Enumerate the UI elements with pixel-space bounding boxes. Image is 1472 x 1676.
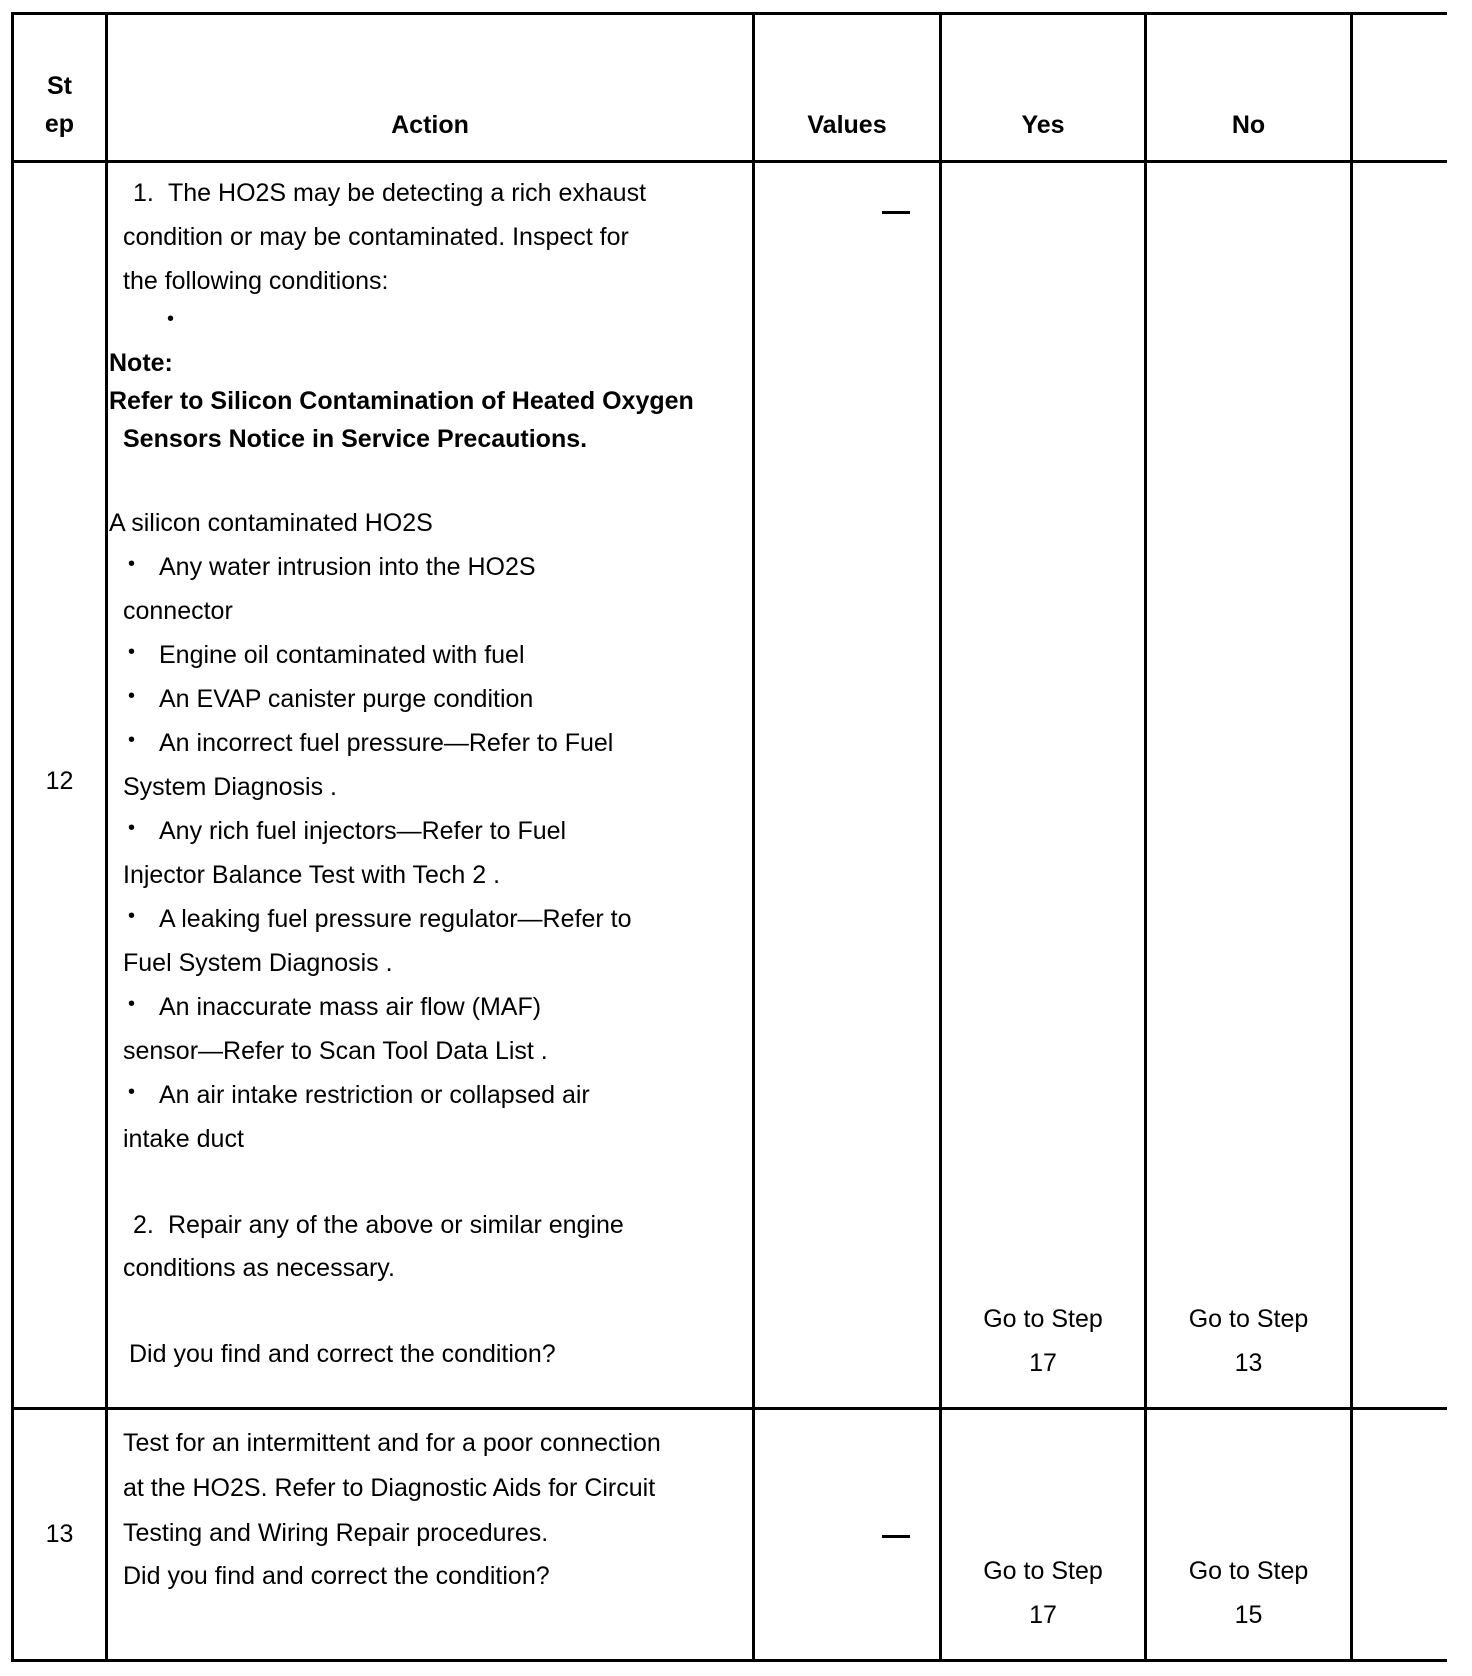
no-link[interactable]: Go to Step 13 <box>1188 1305 1309 1377</box>
col-divider-step <box>105 12 108 1662</box>
bullet: • <box>128 641 136 663</box>
question: Did you find and correct the condition? <box>129 1340 556 1368</box>
col-divider-yes <box>1144 12 1147 1662</box>
note-label: Note: <box>109 349 173 377</box>
note-text: Refer to Silicon Contamination of Heated Oxygen <box>109 387 694 415</box>
bullet: • <box>128 993 136 1015</box>
header-no: No <box>1231 111 1266 139</box>
col-divider-values <box>939 12 942 1662</box>
header-action: Action <box>391 111 469 139</box>
table-border-top <box>11 12 1447 15</box>
bullet: • <box>128 553 136 575</box>
yes-link[interactable]: Go to Step 17 <box>983 1557 1103 1629</box>
no-link[interactable]: Go to Step 15 <box>1188 1557 1309 1629</box>
table-border-left <box>11 12 14 1662</box>
col-divider-action <box>752 12 755 1662</box>
bullet: • <box>167 308 175 330</box>
bullet: • <box>128 729 136 751</box>
bullet: • <box>128 685 136 707</box>
bullet: • <box>128 905 136 927</box>
header-yes: Yes <box>1021 111 1065 139</box>
diagnostic-table: St ep Action Values Yes No 12 1. The HO2S may be detecting a rich exhaust condition or may be contaminated. Inspect for the following conditions: • Note: Refer to Silicon Contamination of Heated Oxygen Sensors Notice in Service Precautions. A silicon contaminated HO2S • Any water intrusion into the HO2S connector • Engine oil contaminated with fuel • An EVAP canister purge condition • An incorrect fuel pressure—Refer to Fuel System Diagnosis . • Any rich fuel injectors—Refer to Fuel Injector Balance Test with Tech 2 . • A leaking fuel pressure regulator—Refer to Fuel System Diagnosis . • An inaccurate mass air flow (MAF) sensor—Refer to Scan Tool Data List . • An air intake restriction or collapsed air intake duct 2. Repair any of the above or similar engine conditions as necessary. Did you find and correct the condition? Go to Step 17 Go to Step 13 13 Test for an intermittent and for a poor connection at the HO2S. Refer to Diagnostic Aids for Circuit Testing and Wiring Repair procedures. Did you find and correct the condition? Go to Step 17 Go to Step 15 <box>11 12 1447 1662</box>
header-divider <box>11 160 1447 163</box>
bullet: • <box>128 817 136 839</box>
table-border-bottom <box>11 1659 1447 1662</box>
step-number: 13 <box>45 1520 74 1548</box>
values-dash <box>882 1535 910 1538</box>
step-number: 12 <box>45 767 74 795</box>
header-step: St ep <box>44 72 75 138</box>
row-divider <box>11 1407 1447 1410</box>
header-values: Values <box>807 111 887 139</box>
bullet: • <box>128 1081 136 1103</box>
table-border-right <box>1350 12 1353 1662</box>
yes-link[interactable]: Go to Step 17 <box>983 1305 1103 1377</box>
values-dash <box>882 211 910 214</box>
